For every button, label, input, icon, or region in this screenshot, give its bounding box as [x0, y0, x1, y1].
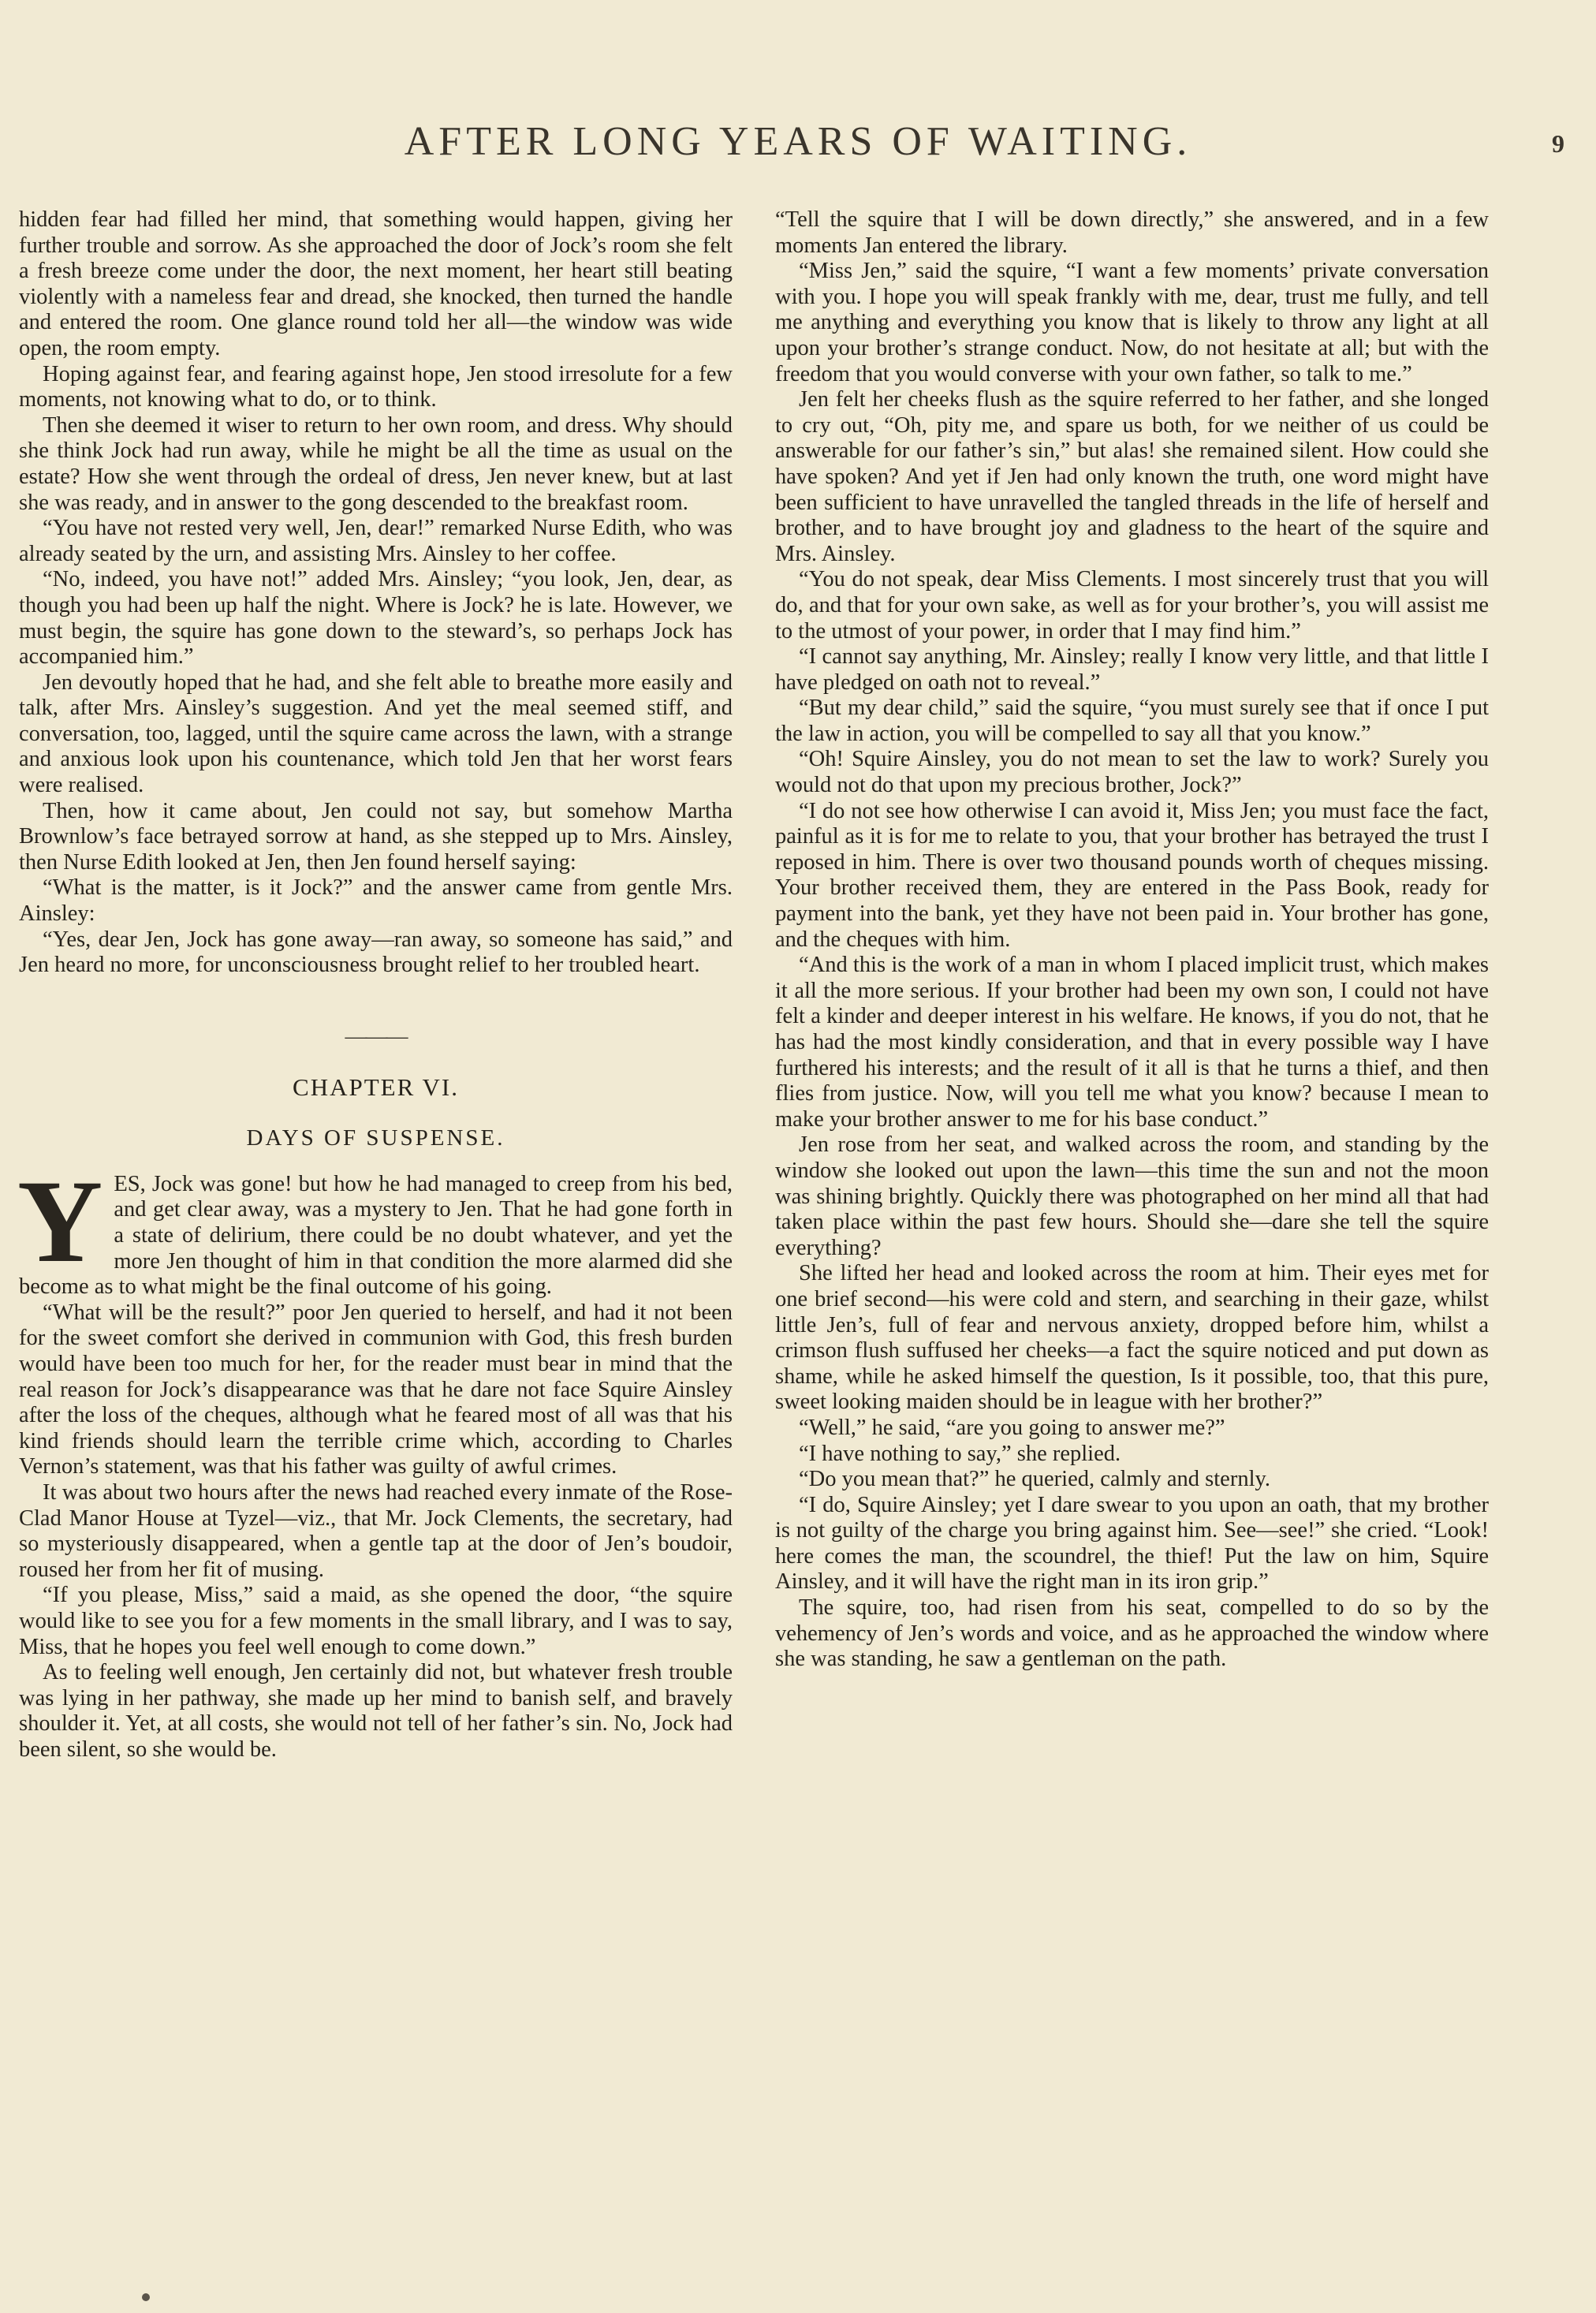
paragraph: Then, how it came about, Jen could not say, but somehow Martha Brownlow’s face betrayed sorrow at hand, as she stepped up to Mrs. Ainsley, then Nurse Edith looked at Jen, then Jen found herself saying:	[19, 798, 733, 875]
paragraph: Then she deemed it wiser to return to her own room, and dress. Why should she think Jock had run away, while he might be all the time as usual on the estate? How she went through the ordeal of dress, Jen never knew, but at last she was ready, and in answer to the gong descended to the breakfast room.	[19, 412, 733, 515]
paragraph: Jen felt her cheeks flush as the squire referred to her father, and she longed to cry out, “Oh, pity me, and spare us both, for we neither of us could be answerable for our father’s sin,” but alas! she remained silent. How could she have spoken? And yet if Jen had only known the truth, one word might have been sufficient to have unravelled the tangled threads in the life of herself and brother, and to have brought joy and gladness to the heart of the squire and Mrs. Ainsley.	[775, 387, 1489, 566]
paragraph: “What will be the result?” poor Jen queried to herself, and had it not been for the sweet comfort she derived in communion with God, this fresh burden would have been too much for her, for the reader must bear in mind that the real reason for Jock’s disappearance was that he dare not face Squire Ainsley after the loss of the cheques, although what he feared most of all was that his kind friends should learn the terrible crime which, according to Charles Vernon’s statement, was that his father was guilty of awful crimes.	[19, 1300, 733, 1479]
section-separator: ———	[345, 1024, 407, 1049]
paragraph: hidden fear had filled her mind, that something would happen, giving her further trouble and sorrow. As she approached the door of Jock’s room she felt a fresh breeze come under the door, the next moment, her heart still beating violently with a nameless fear and dread, she knocked, then turned the handle and entered the room. One glance round told her all—the window was wide open, the room empty.	[19, 207, 733, 360]
paragraph: “And this is the work of a man in whom I placed implicit trust, which makes it all the more serious. If your brother had been my own son, I could not have felt a kinder and deeper interest in his welfare. He knows, if you do not, that he has had the most kindly consideration, and that in every possible way I have furthered his interests; and the result of it all is that he turns a thief, and then flies from justice. Now, will you tell me what you know? because I mean to make your brother answer to me for his base conduct.”	[775, 953, 1489, 1132]
paragraph: The squire, too, had risen from his seat, compelled to do so by the vehemency of Jen’s words and voice, and as he approached the window where she was standing, he saw a gentleman on the path.	[775, 1595, 1489, 1672]
chapter-title: DAYS OF SUSPENSE.	[246, 1125, 505, 1151]
paragraph: “I do not see how otherwise I can avoid it, Miss Jen; you must face the fact, painful as it is for me to relate to you, that your brother has betrayed the trust I reposed in him. There is over two thousand pounds worth of cheques missing. Your brother received them, they are entered in the Pass Book, ready for payment into the bank, yet they have not been paid in. Your brother has gone, and the cheques with him.	[775, 798, 1489, 952]
right-column	[775, 207, 1489, 1673]
paragraph: “I have nothing to say,” she replied.	[799, 1441, 1121, 1466]
chapter-opening-paragraph	[17, 1155, 733, 1300]
paragraph: “You have not rested very well, Jen, dear!” remarked Nurse Edith, who was already seated by the urn, and assisting Mrs. Ainsley to her coffee.	[19, 516, 733, 566]
paragraph: Jen devoutly hoped that he had, and she felt able to breathe more easily and talk, after Mrs. Ainsley’s suggestion. And yet the meal seemed stiff, and conversation, too, lagged, until the squire came across the lawn, with a strange and anxious look upon his countenance, which told Jen that her worst fears were realised.	[19, 670, 733, 798]
paragraph: Jen rose from her seat, and walked across the room, and standing by the window she looked out upon the lawn—this time the sun and not the moon was shining brightly. Quickly there was photographed on her mind all that had taken place within the past few hours. Should she—dare she tell the squire everything?	[775, 1132, 1489, 1260]
paragraph: “Tell the squire that I will be down directly,” she answered, and in a few moments Jan entered the library.	[775, 207, 1489, 258]
paragraph: “If you please, Miss,” said a maid, as she opened the door, “the squire would like to see you for a few moments in the small library, and I was to say, Miss, that he hopes you feel well enough to come down.”	[19, 1583, 733, 1659]
paragraph: “Yes, dear Jen, Jock has gone away—ran away, so someone has said,” and Jen heard no more, for unconsciousness brought relief to her troubled heart.	[19, 927, 733, 978]
running-title: AFTER LONG YEARS OF WAITING.	[404, 119, 1192, 164]
opening-text: ES, Jock was gone! but how he had managed to creep from his bed, and get clear away, was a mystery to Jen. That he had gone forth in a state of delirium, there could be no doubt whatever, and yet the more Jen thought of him in that condition the more alarmed did she become as to what might be the final outcome of his going.	[19, 1171, 733, 1300]
paragraph: It was about two hours after the news had reached every inmate of the Rose-Clad Manor House at Tyzel—viz., that Mr. Jock Clements, the secretary, had so mysteriously disappeared, when a gentle tap at the door of Jen’s boudoir, roused her from her fit of musing.	[19, 1479, 733, 1582]
paragraph: Hoping against fear, and fearing against hope, Jen stood irresolute for a few moments, not knowing what to do, or to think.	[19, 361, 733, 412]
print-dot-mark	[142, 2293, 150, 2301]
drop-cap: Y	[17, 1155, 103, 1287]
left-column	[19, 207, 733, 1763]
paragraph: “What is the matter, is it Jock?” and the answer came from gentle Mrs. Ainsley:	[19, 875, 733, 927]
paragraph: She lifted her head and looked across the room at him. Their eyes met for one brief second—his were cold and stern, and searching in their gaze, whilst little Jen’s, full of fear and nervous anxiety, dropped before him, whilst a crimson flush suffused her cheeks—a fact the squire noticed and put down as shame, while he asked himself the question, Is it possible, too, that this pure, sweet looking maiden should be in league with her brother?”	[775, 1261, 1489, 1415]
paragraph: “I do, Squire Ainsley; yet I dare swear to you upon an oath, that my brother is not guilty of the charge you bring against him. See—see!” she cried. “Look! here comes the man, the scoundrel, the thief! Put the law on him, Squire Ainsley, and it will have the right man in its iron grip.”	[775, 1492, 1489, 1595]
paragraph: “Well,” he said, “are you going to answer me?”	[799, 1415, 1225, 1440]
paragraph: “Miss Jen,” said the squire, “I want a few moments’ private conversation with you. I hope you will speak frankly with me, dear, trust me fully, and tell me anything and everything you know that is likely to throw any light at all upon your brother’s strange conduct. Now, do not hesitate at all; but with the freedom that you would converse with your own father, so talk to me.”	[775, 259, 1489, 386]
chapter-heading: CHAPTER VI.	[293, 1073, 459, 1101]
paragraph: “You do not speak, dear Miss Clements. I most sincerely trust that you will do, and that for your own sake, as well as for your brother’s, you will assist me to the utmost of your power, in order that I may find him.”	[775, 567, 1489, 644]
page-number: 9	[1552, 129, 1564, 158]
paragraph: “Oh! Squire Ainsley, you do not mean to set the law to work? Surely you would not do that upon my precious brother, Jock?”	[775, 747, 1489, 798]
paragraph: “No, indeed, you have not!” added Mrs. Ainsley; “you look, Jen, dear, as though you had been up half the night. Where is Jock? he is late. However, we must begin, the squire has gone down to the steward’s, so perhaps Jock has accompanied him.”	[19, 567, 733, 670]
paragraph: “Do you mean that?” he queried, calmly and sternly.	[799, 1467, 1271, 1492]
paragraph: “But my dear child,” said the squire, “you must surely see that if once I put the law in action, you will be compelled to say all that you know.”	[775, 696, 1489, 746]
paragraph: As to feeling well enough, Jen certainly did not, but whatever fresh trouble was lying in her pathway, she made up her mind to banish self, and bravely shoulder it. Yet, at all costs, she would not tell of her father’s sin. No, Jock had been silent, so she would be.	[19, 1660, 733, 1762]
paragraph: “I cannot say anything, Mr. Ainsley; really I know very little, and that little I have pledged on oath not to reveal.”	[775, 644, 1489, 695]
